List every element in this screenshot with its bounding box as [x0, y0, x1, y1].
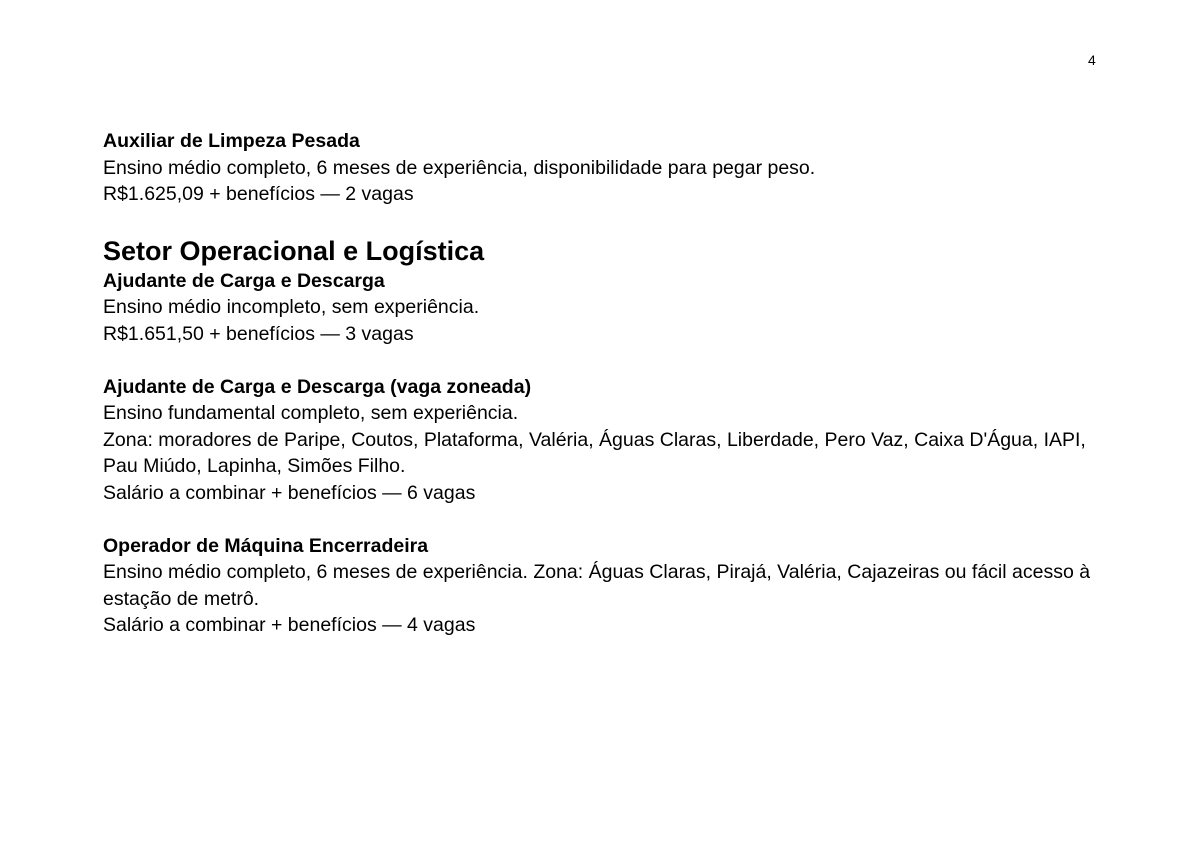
- job-listing: [103, 533, 1113, 639]
- job-requirements: Ensino médio completo, 6 meses de experiência. Zona: Águas Claras, Pirajá, Valéria, Cajazeiras ou fácil acesso à estação de metrô.: [103, 561, 1091, 610]
- job-title: Auxiliar de Limpeza Pesada: [103, 130, 360, 152]
- job-requirements: Ensino médio completo, 6 meses de experiência, disponibilidade para pegar peso.: [103, 156, 816, 179]
- page-number: 4: [1088, 52, 1096, 68]
- section-heading: Setor Operacional e Logística: [103, 235, 485, 266]
- job-salary: Salário a combinar + benefícios — 4 vagas: [103, 614, 476, 636]
- job-zone: Zona: moradores de Paripe, Coutos, Plataforma, Valéria, Águas Claras, Liberdade, Pero Vaz, Caixa D'Água, IAPI, Pau Miúdo, Lapinha, Simões Filho.: [103, 428, 1086, 477]
- job-requirements: Ensino fundamental completo, sem experiência.: [103, 402, 519, 424]
- job-salary: Salário a combinar + benefícios — 6 vagas: [103, 481, 476, 504]
- job-salary: R$1.625,09 + benefícios — 2 vagas: [103, 183, 414, 205]
- job-salary: R$1.651,50 + benefícios — 3 vagas: [103, 322, 414, 345]
- job-title: Ajudante de Carga e Descarga: [103, 269, 385, 292]
- job-requirements: Ensino médio incompleto, sem experiência.: [103, 296, 480, 318]
- job-title: Ajudante de Carga e Descarga (vaga zoneada): [103, 375, 532, 398]
- job-title: Operador de Máquina Encerradeira: [103, 534, 429, 557]
- job-listing: [103, 374, 1113, 507]
- job-listing: [103, 268, 1113, 348]
- job-listing: [103, 128, 1113, 208]
- document-body: [103, 128, 1113, 639]
